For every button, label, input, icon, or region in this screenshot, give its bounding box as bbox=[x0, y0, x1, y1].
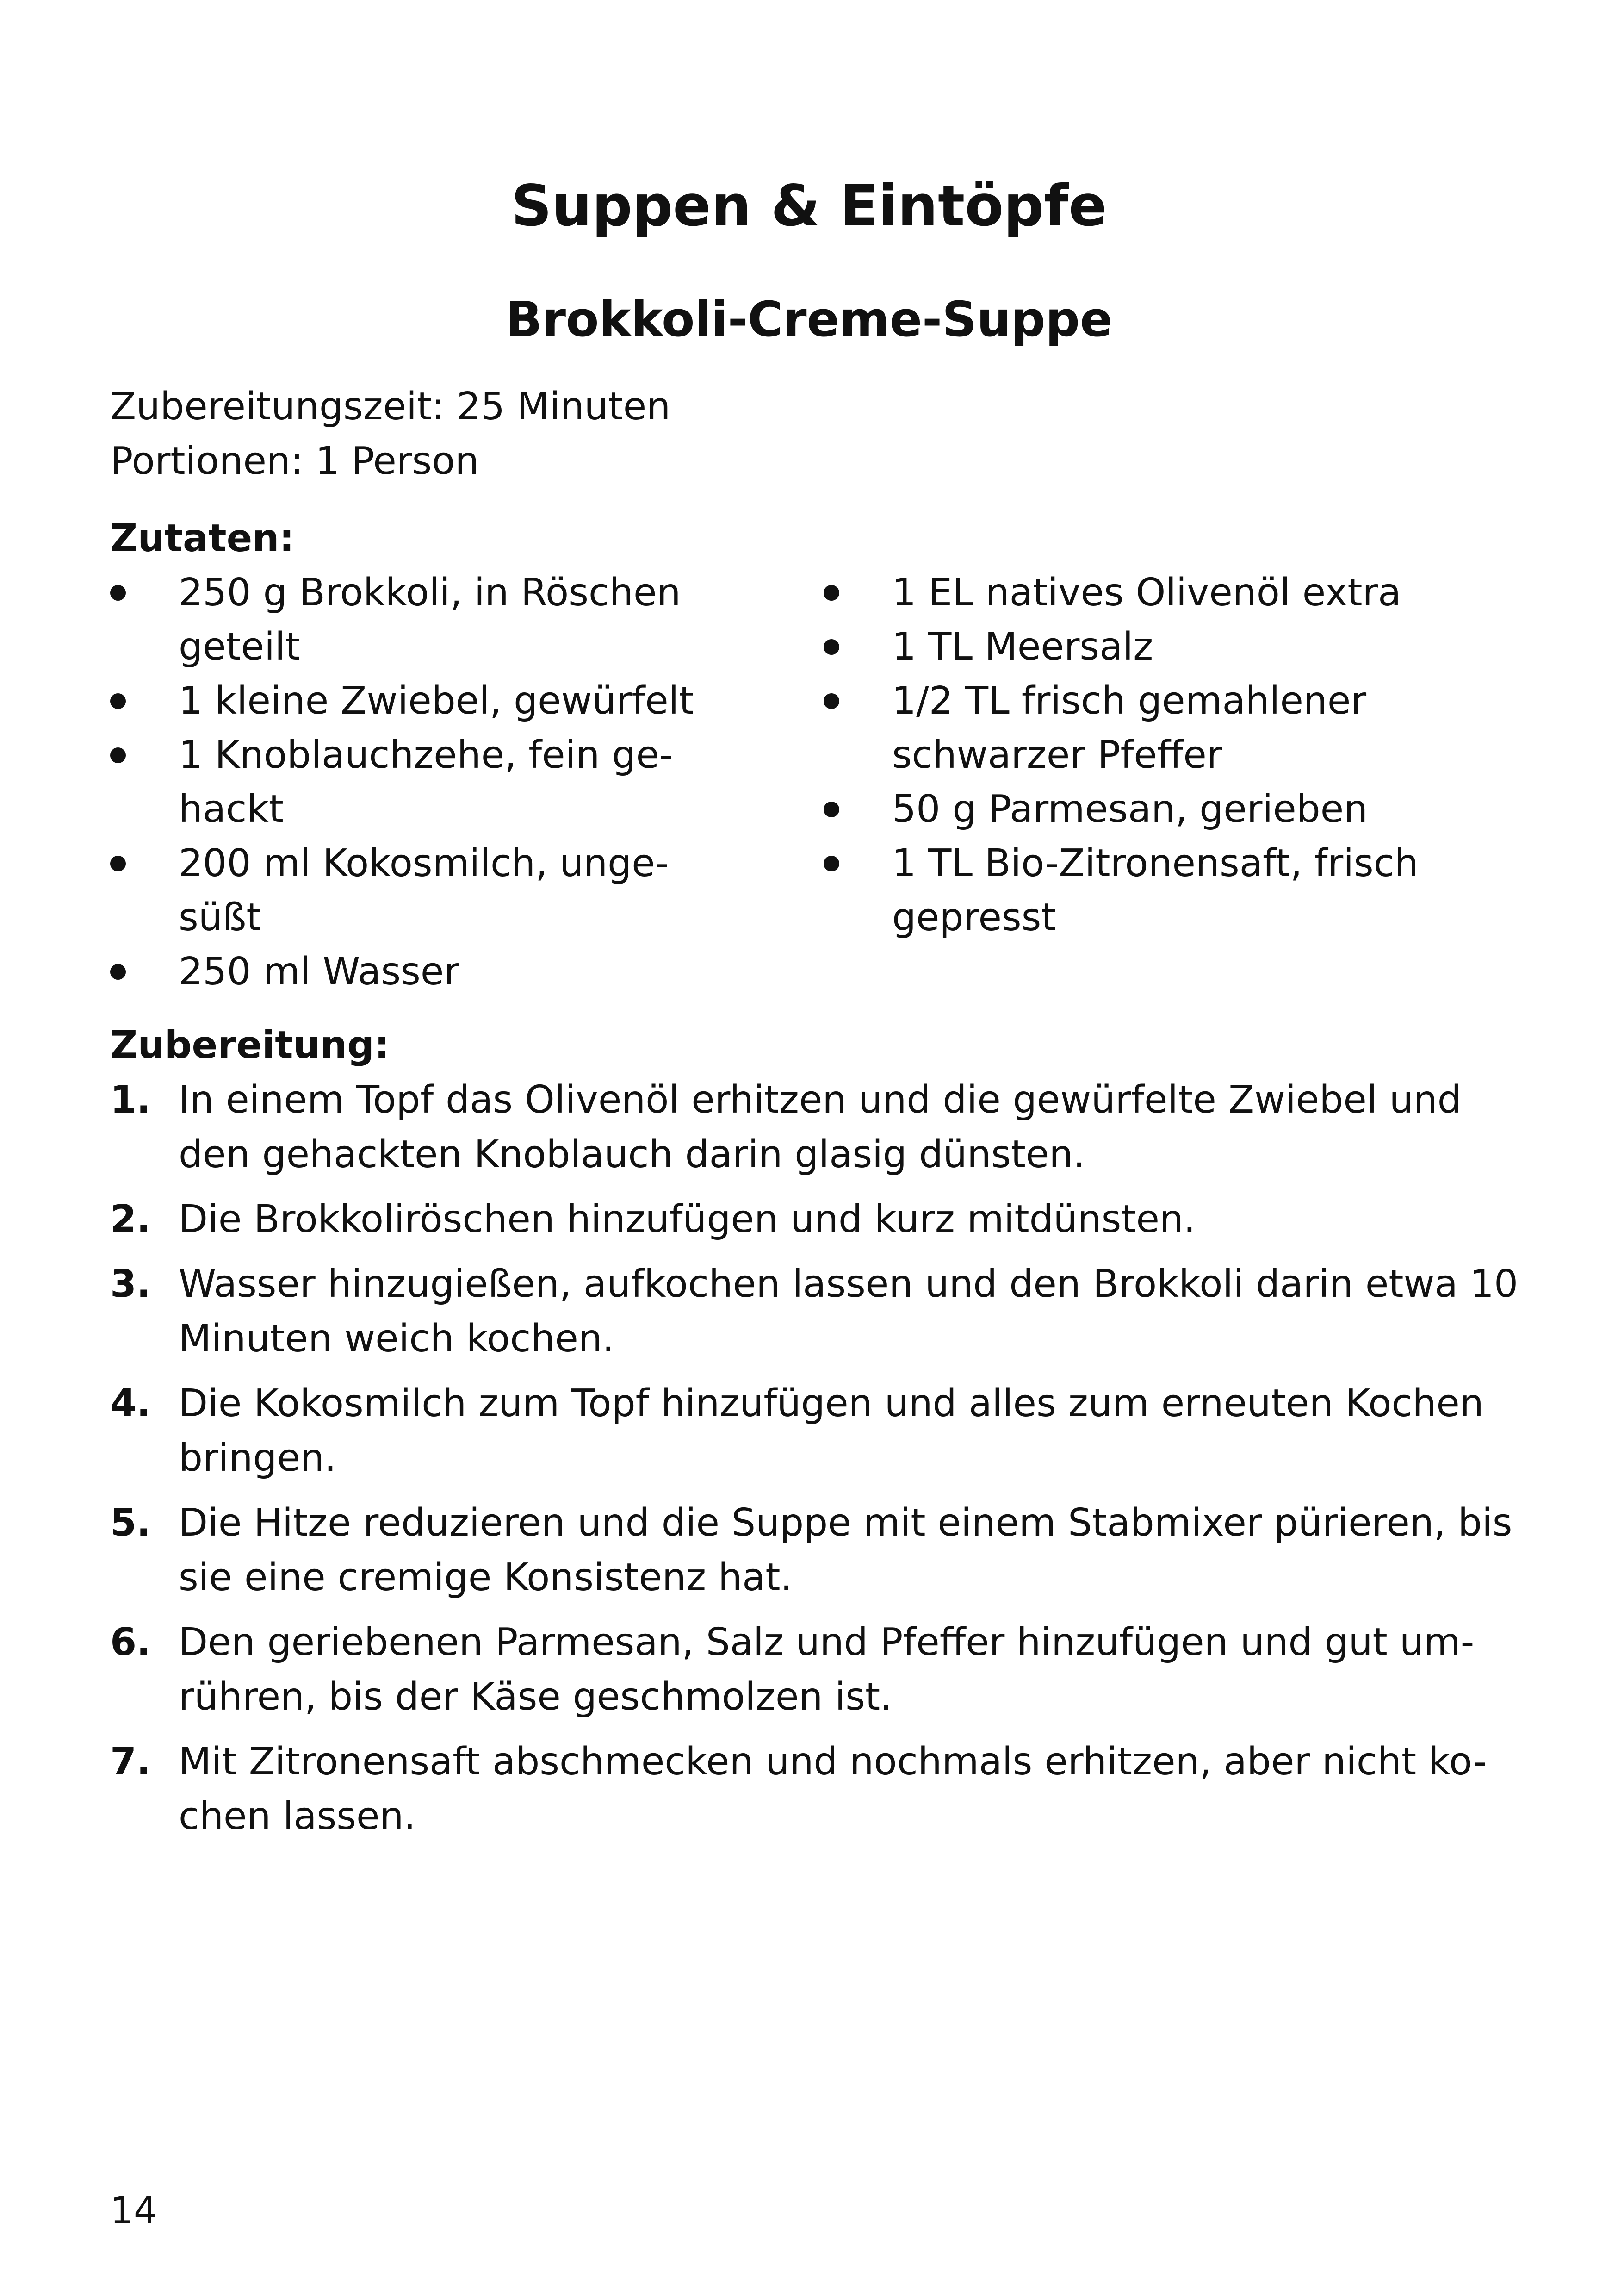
step-number: 5. bbox=[110, 1501, 151, 1545]
step-item bbox=[110, 1257, 1519, 1366]
ingredient-item bbox=[824, 836, 1425, 945]
step-text-line: Die Kokosmilch zum Topf hinzufügen und alles zum erneuten Kochen bbox=[179, 1381, 1484, 1425]
ingredient-line: 1 TL Bio-Zitronensaft, frisch bbox=[892, 841, 1419, 885]
preparation-label: Zubereitung: bbox=[110, 1023, 390, 1067]
ingredient-line: 1 Knoblauchzehe, fein ge- bbox=[179, 733, 673, 777]
preparation-steps bbox=[110, 1073, 1519, 1854]
ingredient-line: hackt bbox=[179, 787, 284, 831]
step-number: 6. bbox=[110, 1620, 151, 1664]
step-text-line: Wasser hinzugießen, aufkochen lassen und den Brokkoli darin etwa 10 bbox=[179, 1262, 1519, 1306]
ingredient-item bbox=[110, 728, 712, 836]
step-number: 4. bbox=[110, 1381, 151, 1425]
step-item bbox=[110, 1496, 1513, 1605]
ingredient-line: 1 TL Meersalz bbox=[892, 625, 1153, 669]
step-text-line: Minuten weich kochen. bbox=[179, 1317, 614, 1361]
step-text-line: bringen. bbox=[179, 1436, 337, 1480]
step-text-line: Die Hitze reduzieren und die Suppe mit einem Stabmixer pürieren, bis bbox=[179, 1501, 1513, 1545]
recipe-title: Brokkoli-Creme-Suppe bbox=[505, 291, 1113, 348]
step-item bbox=[110, 1735, 1487, 1844]
ingredient-line: 250 ml Wasser bbox=[179, 950, 459, 994]
recipe-meta bbox=[110, 380, 1406, 489]
ingredient-item bbox=[824, 674, 1425, 782]
ingredient-item bbox=[824, 620, 1425, 674]
ingredient-line: 1/2 TL frisch gemahlener bbox=[892, 679, 1367, 723]
chapter-title: Suppen & Eintöpfe bbox=[511, 173, 1107, 239]
prep-time: Zubereitungszeit: 25 Minuten bbox=[110, 385, 671, 429]
step-text-line: rühren, bis der Käse geschmolzen ist. bbox=[179, 1675, 893, 1719]
ingredient-item bbox=[110, 945, 712, 999]
step-number: 7. bbox=[110, 1740, 151, 1784]
ingredient-line: süßt bbox=[179, 896, 261, 940]
ingredient-item bbox=[110, 566, 712, 674]
ingredient-item bbox=[824, 566, 1425, 620]
step-text-line: den gehackten Knoblauch darin glasig dünsten. bbox=[179, 1132, 1085, 1176]
portions: Portionen: 1 Person bbox=[110, 439, 479, 483]
ingredient-item bbox=[110, 674, 712, 728]
ingredients-list-left bbox=[110, 566, 712, 999]
ingredient-item bbox=[110, 836, 712, 945]
ingredients-list-right bbox=[824, 566, 1425, 945]
ingredients-label: Zutaten: bbox=[110, 516, 295, 560]
ingredient-line: 1 kleine Zwiebel, gewürfelt bbox=[179, 679, 694, 723]
step-number: 3. bbox=[110, 1262, 151, 1306]
ingredient-line: 1 EL natives Olivenöl extra bbox=[892, 571, 1401, 615]
ingredient-line: 200 ml Kokosmilch, unge- bbox=[179, 841, 669, 885]
step-item bbox=[110, 1615, 1475, 1724]
step-item bbox=[110, 1073, 1462, 1182]
step-text-line: Die Brokkoliröschen hinzufügen und kurz mitdünsten. bbox=[179, 1197, 1196, 1241]
ingredient-line: geteilt bbox=[179, 625, 300, 669]
step-text-line: In einem Topf das Olivenöl erhitzen und die gewürfelte Zwiebel und bbox=[179, 1078, 1462, 1122]
ingredient-item bbox=[824, 782, 1425, 836]
step-text-line: chen lassen. bbox=[179, 1794, 416, 1838]
step-item bbox=[110, 1376, 1484, 1486]
step-text-line: Den geriebenen Parmesan, Salz und Pfeffer hinzufügen und gut um- bbox=[179, 1620, 1475, 1664]
step-number: 2. bbox=[110, 1197, 151, 1241]
ingredient-line: schwarzer Pfeffer bbox=[892, 733, 1222, 777]
step-number: 1. bbox=[110, 1078, 151, 1122]
ingredient-line: 50 g Parmesan, gerieben bbox=[892, 787, 1368, 831]
ingredient-line: gepresst bbox=[892, 896, 1056, 940]
step-text-line: sie eine cremige Konsistenz hat. bbox=[179, 1556, 793, 1599]
step-item bbox=[110, 1192, 1415, 1247]
page-number: 14 bbox=[110, 2189, 157, 2232]
ingredient-line: 250 g Brokkoli, in Röschen bbox=[179, 571, 681, 615]
step-text-line: Mit Zitronensaft abschmecken und nochmals erhitzen, aber nicht ko- bbox=[179, 1740, 1487, 1784]
